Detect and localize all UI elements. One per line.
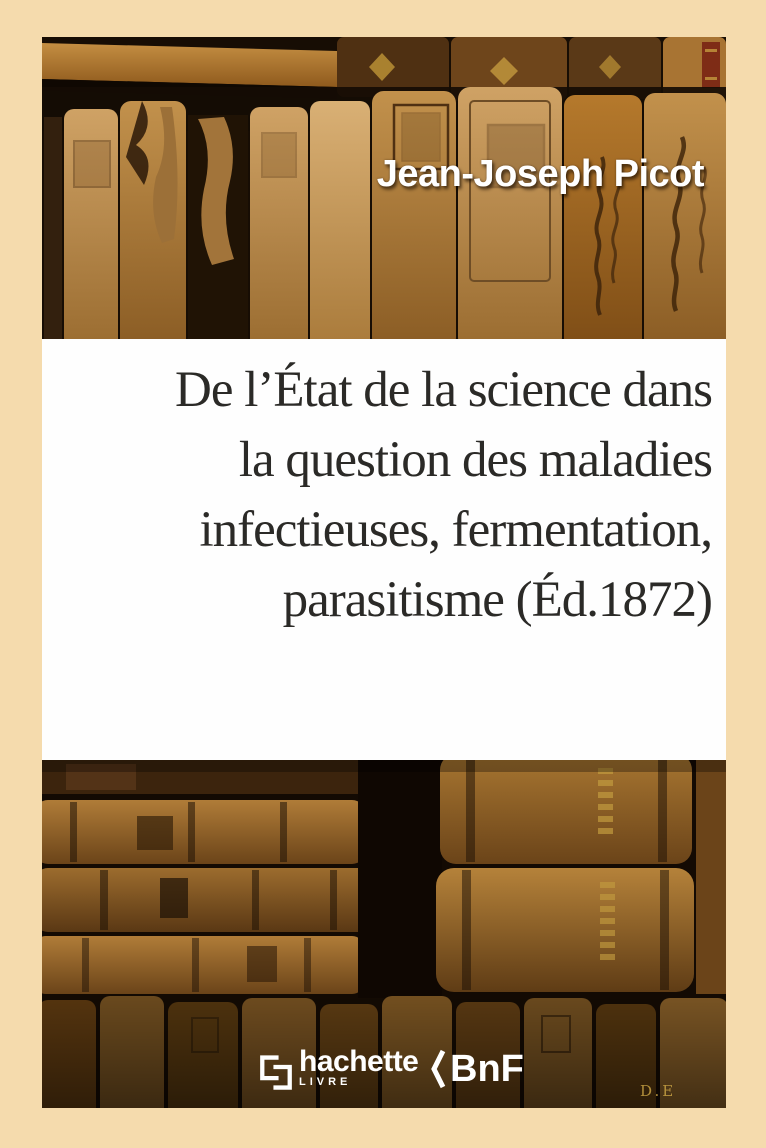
bnf-wordmark: BnF	[450, 1048, 524, 1090]
title-band	[42, 339, 726, 760]
book-cover	[42, 37, 726, 1108]
author-name: Jean-Joseph Picot	[376, 153, 704, 195]
bottom-books-photo	[42, 760, 726, 1108]
title-line-2: la question des maladies	[238, 432, 712, 488]
top-books-photo	[42, 37, 726, 339]
hachette-wordmark: hachette	[299, 1045, 419, 1078]
bottom-books-illustration	[42, 760, 726, 1108]
title-line-1: De l’État de la science dans	[175, 362, 712, 418]
book-title	[56, 355, 712, 635]
bottom-right-spine-text: D.E	[640, 1082, 677, 1100]
hachette-livre-label: LIVRE	[299, 1076, 352, 1088]
title-line-4: parasitisme (Éd.1872)	[282, 572, 712, 628]
title-line-3: infectieuses, fermentation,	[199, 502, 712, 558]
